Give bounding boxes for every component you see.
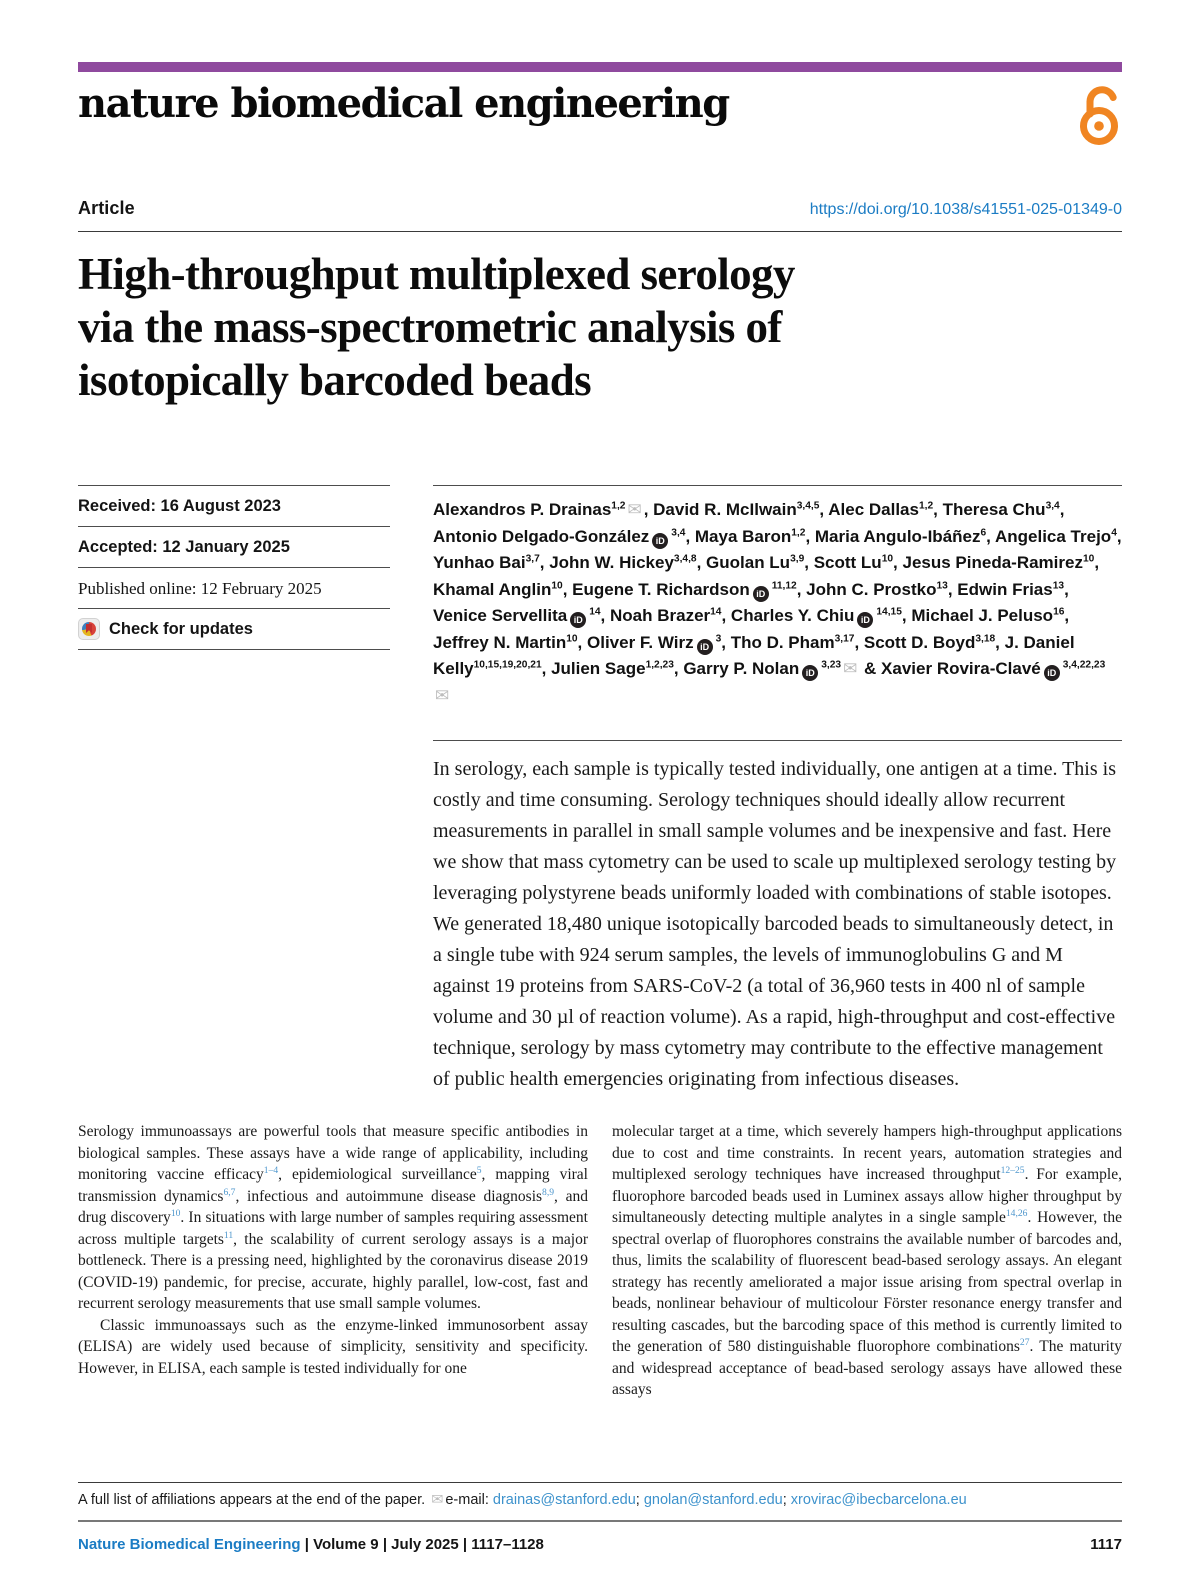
email-link[interactable]: gnolan@stanford.edu <box>643 1492 783 1508</box>
article-type-label: Article <box>78 198 135 218</box>
crossmark-icon <box>78 618 100 640</box>
email-link[interactable]: xrovirac@ibecbarcelona.eu <box>790 1492 967 1508</box>
body-paragraph: molecular target at a time, which severely hampers high-throughput applications due to cost and time constraints. In recent years, automation strategies and multiplexed serology techniques have increased throughput$^{12-25}$. For example, fluorophore barcoded beads used in Luminex assays allow higher throughput by simultaneously detecting multiple analytes in a single sample$^{14,26}$. However, the spectral overlap of fluorophores constrains the available number of barcodes and, thus, limits the scalability of fluorescent bead-based serology assays. An elegant strategy has recently ameliorated a major issue arising from spectral overlap in beads, nonlinear behaviour of multicolour Förster resonance energy transfer and resulting cascades, but the barcoding space of this method is currently limited to the generation of 580 distinguishable fluorophore combinations$^{27}$. The maturity and widespread acceptance of bead-based serology assays have allowed these assays <box>612 1123 1122 1398</box>
body-paragraph: Classic immunoassays such as the enzyme-linked immunosorbent assay (ELISA) are widely used because of simplicity, sensitivity and specificity. However, in ELISA, each sample is tested individually for one <box>78 1316 588 1377</box>
open-access-icon <box>1076 84 1122 151</box>
orcid-icon: iD <box>857 612 873 628</box>
affiliations-note: A full list of affiliations appears at the end of the paper. ✉ e-mail: drainas@stanford.edu; gnolan@stanford.edu; xrovirac@ibecbarcelona.eu <box>78 1482 1122 1510</box>
orcid-icon: iD <box>697 639 713 655</box>
check-for-updates-button[interactable] <box>78 608 390 650</box>
body-column-left <box>78 1121 588 1401</box>
orcid-icon: iD <box>1044 665 1060 681</box>
journal-name-link[interactable]: Nature Biomedical Engineering <box>78 1536 301 1553</box>
title-line-2: via the mass-spectrometric analysis of <box>78 302 782 352</box>
journal-citation <box>78 1536 544 1553</box>
orcid-icon: iD <box>570 612 586 628</box>
orcid-icon: iD <box>753 586 769 602</box>
email-icon[interactable]: ✉ <box>435 685 450 705</box>
email-link[interactable]: drainas@stanford.edu <box>492 1492 636 1508</box>
accepted-date: Accepted: 12 January 2025 <box>78 526 390 567</box>
body-column-right <box>612 1121 1122 1401</box>
article-title <box>78 248 1122 407</box>
body-paragraph: Serology immunoassays are powerful tools that measure specific antibodies in biological samples. These assays have a wide range of applicability, including monitoring vaccine efficacy$^{1-4}$, epidemiological surveillance$^5$, mapping viral transmission dynamics$^{6,7}$, infectious and autoimmune disease diagnosis$^{8,9}$, and drug discovery$^{10}$. In situations with large number of samples requiring assessment across multiple targets$^{11}$, the scalability of current serology assays is a major bottleneck. There is a pressing need, highlighted by the coronavirus disease 2019 (COVID-19) pandemic, for precise, accurate, highly parallel, low-cost, fast and recurrent serology measurements that use small sample volumes. <box>78 1123 589 1312</box>
page-footer <box>78 1482 1122 1553</box>
accent-bar <box>78 62 1122 72</box>
article-header-row <box>78 198 1122 232</box>
journal-logo: nature biomedical engineering <box>78 80 729 127</box>
orcid-icon: iD <box>652 533 668 549</box>
author-list: Alexandros P. Drainas$^{1,2}$ ✉ , David R. McIlwain$^{3,4,5}$, Alec Dallas$^{1,2}$, Theresa Chu$^{3,4}$, Antonio Delgado-González iD$^{3,4}$, Maya Baron$^{1,2}$, Maria Angulo-Ibáñez$^6$, Angelica Trejo$^4$, Yunhao Bai$^{3,7}$, John W. Hickey$^{3,4,8}$, Guolan Lu$^{3,9}$, Scott Lu$^{10}$, Jesus Pineda-Ramirez$^{10}$, Khamal Anglin$^{10}$, Eugene T. Richardson iD$^{11,12}$, John C. Prostko$^{13}$, Edwin Frias$^{13}$, Venice Servellita $iD^{14}$, Noah Brazer$^{14}$, Charles Y. Chiu iD$^{14,15}$, Michael J. Peluso$^{16}$, Jeffrey N. Martin$^{10}$, Oliver F. Wirz $iD^3$, Tho D. Pham$^{3,17}$, Scott D. Boyd$^{3,18}$, J. Daniel Kelly$^{10,15,19,20,21}$, Julien Sage$^{1,2,23}$, Garry P. Nolan iD$^{3,23}$ ✉ & Xavier Rovira-Clavé iD$^{3,4,22,23}$✉ <box>433 485 1122 709</box>
orcid-icon: iD <box>802 665 818 681</box>
masthead <box>78 82 1122 198</box>
page-number: 1117 <box>1090 1536 1122 1553</box>
body-text <box>78 1121 1122 1401</box>
title-line-1: High-throughput multiplexed serology <box>78 249 795 299</box>
check-for-updates-label: Check for updates <box>109 619 253 638</box>
email-icon[interactable]: ✉ <box>843 659 858 678</box>
meta-right-column <box>433 485 1122 1095</box>
email-icon[interactable]: ✉ <box>627 500 642 519</box>
meta-section <box>78 485 1122 1095</box>
received-date: Received: 16 August 2023 <box>78 485 390 526</box>
journal-footer-row <box>78 1520 1122 1553</box>
title-line-3: isotopically barcoded beads <box>78 355 592 405</box>
email-icon[interactable]: ✉ <box>431 1492 444 1508</box>
issue-info: | Volume 9 | July 2025 | 1117–1128 <box>300 1536 544 1553</box>
abstract: In serology, each sample is typically tested individually, one antigen at a time. This is costly and time consuming. Serology techniques should ideally allow recurrent measurements in parallel in small sample volumes and be inexpensive and fast. Here we show that mass cytometry can be used to scale up multiplexed serology testing by leveraging polystyrene beads uniformly loaded with combinations of stable isotopes. We generated 18,480 unique isotopically barcoded beads to simultaneously detect, in a single tube with 924 serum samples, the levels of immunoglobulins G and M against 19 proteins from SARS-CoV-2 (a total of 36,960 tests in 400 nl of sample volume and 30 µl of reaction volume). As a rapid, high-throughput and cost-effective technique, serology by mass cytometry may contribute to the effective management of public health emergencies originating from infectious diseases. <box>433 740 1122 1095</box>
dates-box <box>78 485 390 1095</box>
published-date: Published online: 12 February 2025 <box>78 567 390 608</box>
doi-link[interactable]: https://doi.org/10.1038/s41551-025-01349-0 <box>809 201 1122 218</box>
